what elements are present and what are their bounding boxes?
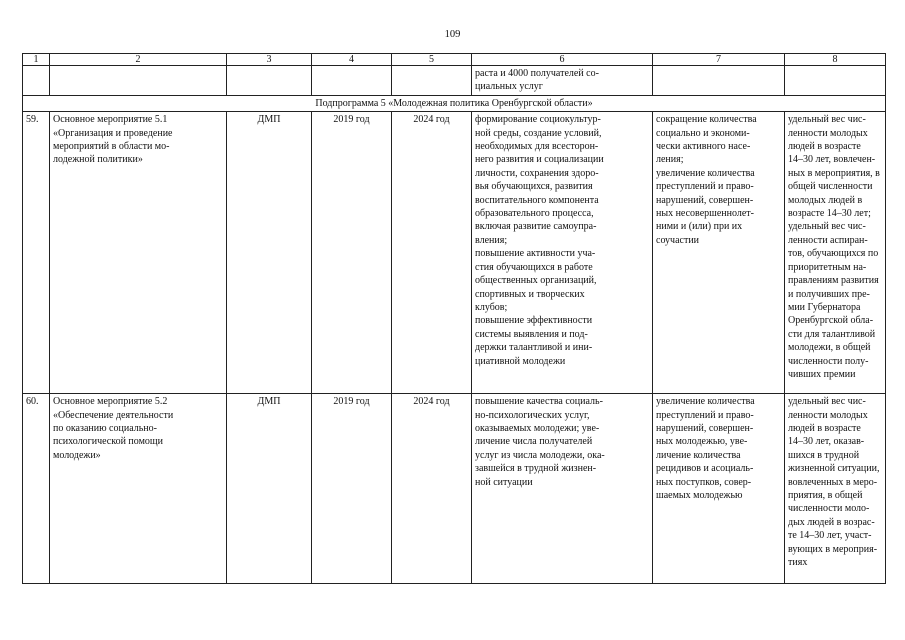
empty-cell xyxy=(23,66,50,96)
column-number: 6 xyxy=(472,54,653,66)
column-number: 8 xyxy=(785,54,886,66)
column-number: 3 xyxy=(227,54,312,66)
expected-result: повышение качества социаль- но-психологических услуг, оказываемых молодежи; уве- личение числа получателей услуг из числа молодежи, ока- завшейся в трудной жизнен- ной ситуации xyxy=(472,394,653,584)
empty-cell xyxy=(312,66,392,96)
program-table xyxy=(22,53,886,584)
empty-cell xyxy=(785,66,886,96)
empty-cell xyxy=(392,66,472,96)
consequences: сокращение количества социально и экономи- чески активного насе- ления; увеличение количества преступлений и право- нарушений, совершен- ных несовершеннолет- ними и (или) при их соучастии xyxy=(653,112,785,394)
row-number: 59. xyxy=(23,112,50,394)
indicators: удельный вес чис- ленности молодых людей в возрасте 14–30 лет, оказав- шихся в трудной жизненной ситуации, вовлеченных в меро- приятия, в общей численности моло- дых людей в возрас- те 14–30 лет, участ- вующих в мероприя- тиях xyxy=(785,394,886,584)
column-number: 1 xyxy=(23,54,50,66)
table-row xyxy=(23,112,886,394)
table-row xyxy=(23,394,886,584)
continuation-result-cell: раста и 4000 получателей со- циальных услуг xyxy=(472,66,653,96)
column-number: 2 xyxy=(50,54,227,66)
executor: ДМП xyxy=(227,112,312,394)
activity-name: Основное мероприятие 5.1 «Организация и проведение мероприятий в области мо- лодежной политики» xyxy=(50,112,227,394)
column-number: 5 xyxy=(392,54,472,66)
end-year: 2024 год xyxy=(392,112,472,394)
end-year: 2024 год xyxy=(392,394,472,584)
subprogram-row xyxy=(23,95,886,111)
start-year: 2019 год xyxy=(312,394,392,584)
subprogram-title: Подпрограмма 5 «Молодежная политика Оренбургской области» xyxy=(23,95,886,111)
consequences: увеличение количества преступлений и право- нарушений, совершен- ных молодежью, уве- личение количества рецидивов и асоциаль- ных поступков, совер- шаемых молодежью xyxy=(653,394,785,584)
executor: ДМП xyxy=(227,394,312,584)
indicators: удельный вес чис- ленности молодых людей в возрасте 14–30 лет, вовлечен- ных в мероприятия, в общей численности молодых людей в возрасте 14–30 лет; удельный вес чис- ленности аспиран- тов, обучающихся по приоритетным на- правлениям развития и получивших пре- мии Губернатора Оренбургской обла- сти для талантливой молодежи, в общей численности полу- чивших премии xyxy=(785,112,886,394)
continuation-row xyxy=(23,66,886,96)
empty-cell xyxy=(50,66,227,96)
start-year: 2019 год xyxy=(312,112,392,394)
column-number: 7 xyxy=(653,54,785,66)
activity-name: Основное мероприятие 5.2 «Обеспечение деятельности по оказанию социально- психологической помощи молодежи» xyxy=(50,394,227,584)
empty-cell xyxy=(227,66,312,96)
expected-result: формирование социокультур- ной среды, создание условий, необходимых для всесторон- него развития и социализации личности, сохранения здоро- вья обучающихся, развития воспитательного компонента образовательного процесса, включая развитие самоупра- вления; повышение активности уча- стия обучающихся в работе общественных организаций, спортивных и творческих клубов; повышение эффективности системы выявления и под- держки талантливой и ини- циативной молодежи xyxy=(472,112,653,394)
row-number: 60. xyxy=(23,394,50,584)
column-number: 4 xyxy=(312,54,392,66)
page-number: 109 xyxy=(444,29,461,40)
empty-cell xyxy=(653,66,785,96)
column-number-row xyxy=(23,54,886,66)
